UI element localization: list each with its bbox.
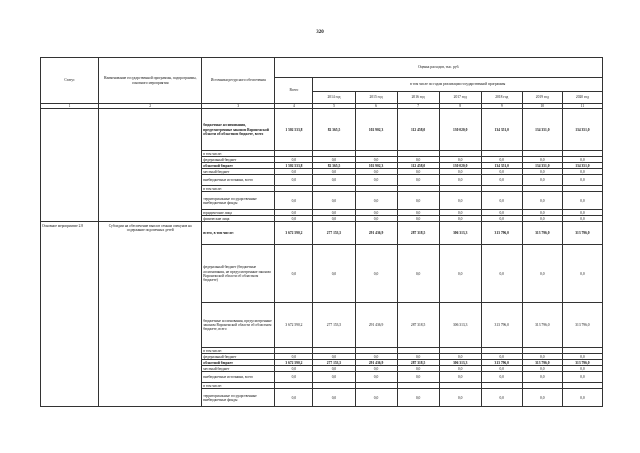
year-value: 0,0	[397, 389, 439, 407]
total-value: 0,0	[275, 210, 313, 216]
year-value: 313 796,0	[562, 303, 602, 348]
year-value: 0,0	[439, 366, 481, 372]
total-value: 0,0	[275, 366, 313, 372]
year-value: 112 458,0	[397, 163, 439, 169]
year-value: 0,0	[355, 389, 397, 407]
year-value: 0,0	[397, 169, 439, 175]
year-value: 0,0	[355, 169, 397, 175]
header-year: 2018 год	[481, 92, 522, 104]
year-value: 102 902,3	[355, 109, 397, 151]
year-value: 130 020,0	[439, 163, 481, 169]
year-value: 0,0	[522, 389, 562, 407]
year-value: 0,0	[355, 216, 397, 222]
source-label: юридические лица	[202, 210, 275, 216]
source-label: местный бюджет	[202, 169, 275, 175]
year-value: 0,0	[481, 366, 522, 372]
header-year: 2014 год	[313, 92, 355, 104]
year-value: 82 365,5	[313, 163, 355, 169]
year-value: 0,0	[313, 169, 355, 175]
year-value: 0,0	[562, 169, 602, 175]
year-value: 0,0	[562, 354, 602, 360]
total-value: 0,0	[275, 169, 313, 175]
source-label: федеральный бюджет (бюджетные ассигнования, не предусмотренные законом Воронежской области об областном бюджете)	[202, 245, 275, 303]
year-value: 0,0	[481, 372, 522, 383]
year-value: 313 796,0	[481, 222, 522, 245]
total-value: 0,0	[275, 175, 313, 186]
year-value: 134 351,0	[522, 163, 562, 169]
column-number: 10	[522, 104, 562, 109]
column-number: 8	[439, 104, 481, 109]
total-value: 1 502 533,8	[275, 109, 313, 151]
year-value: 0,0	[481, 169, 522, 175]
year-value: 0,0	[562, 216, 602, 222]
year-value: 0,0	[481, 157, 522, 163]
year-value: 0,0	[313, 372, 355, 383]
page-number: 320	[316, 30, 324, 35]
year-value: 0,0	[439, 354, 481, 360]
year-value: 313 796,0	[522, 222, 562, 245]
year-value: 277 153,5	[313, 303, 355, 348]
source-label: в том числе:	[202, 383, 275, 389]
header-year: 2017 год	[439, 92, 481, 104]
year-value: 313 796,0	[562, 222, 602, 245]
year-value: 0,0	[313, 216, 355, 222]
year-value: 313 796,0	[522, 360, 562, 366]
source-label: внебюджетные источники, всего	[202, 175, 275, 186]
year-value: 0,0	[397, 245, 439, 303]
header-row-1	[41, 58, 603, 78]
year-value: 0,0	[313, 157, 355, 163]
total-value: 0,0	[275, 192, 313, 210]
source-label: в том числе:	[202, 348, 275, 354]
year-value: 287 318,5	[397, 303, 439, 348]
year-value: 0,0	[355, 372, 397, 383]
year-value: 0,0	[397, 192, 439, 210]
source-label: областной бюджет	[202, 360, 275, 366]
table-row	[41, 109, 603, 151]
header-program-name: Наименование государственной программы, подпрограммы, основного мероприятия	[99, 58, 202, 104]
year-value: 112 458,0	[397, 109, 439, 151]
column-number: 9	[481, 104, 522, 109]
year-value: 0,0	[397, 216, 439, 222]
header-status: Статус	[41, 58, 99, 104]
column-number: 5	[313, 104, 355, 109]
year-value: 0,0	[562, 389, 602, 407]
year-value: 0,0	[481, 216, 522, 222]
header-year: 2019 год	[522, 92, 562, 104]
source-label: внебюджетные источники, всего	[202, 372, 275, 383]
year-value: 0,0	[355, 175, 397, 186]
year-value: 102 902,3	[355, 163, 397, 169]
year-value: 0,0	[355, 245, 397, 303]
year-value: 277 153,5	[313, 222, 355, 245]
source-label: бюджетные ассигнования, предусмотренные законом Воронежской области об областном бюджете, всего	[202, 303, 275, 348]
column-number: 1	[41, 104, 99, 109]
year-value: 313 796,0	[481, 360, 522, 366]
column-number: 3	[202, 104, 275, 109]
year-value: 0,0	[397, 175, 439, 186]
status-cell	[41, 109, 99, 222]
year-value: 130 020,0	[439, 109, 481, 151]
source-label: всего, в том числе:	[202, 222, 275, 245]
status-cell: Основное мероприятие 2.8	[41, 222, 99, 407]
year-value: 0,0	[355, 354, 397, 360]
year-value: 0,0	[522, 372, 562, 383]
header-total: Всего	[275, 78, 313, 104]
year-value: 82 365,5	[313, 109, 355, 151]
program-name-cell: Субсидии на обеспечение выплат семьям опекунов на содержание подопечных детей	[99, 222, 202, 407]
year-value: 291 436,9	[355, 222, 397, 245]
year-value: 0,0	[481, 192, 522, 210]
year-value: 313 796,0	[522, 303, 562, 348]
column-number: 2	[99, 104, 202, 109]
year-value: 0,0	[397, 366, 439, 372]
year-value: 0,0	[522, 192, 562, 210]
source-label: федеральный бюджет	[202, 157, 275, 163]
year-value: 0,0	[439, 192, 481, 210]
total-value: 3 672 590,2	[275, 222, 313, 245]
year-value: 0,0	[562, 245, 602, 303]
year-value: 0,0	[313, 175, 355, 186]
year-value: 0,0	[562, 210, 602, 216]
year-value: 0,0	[522, 366, 562, 372]
year-value: 0,0	[481, 389, 522, 407]
budget-table	[40, 57, 603, 407]
year-value: 0,0	[313, 245, 355, 303]
year-value: 0,0	[313, 192, 355, 210]
column-number: 11	[562, 104, 602, 109]
year-value: 0,0	[313, 366, 355, 372]
year-value: 134 351,0	[522, 109, 562, 151]
year-value: 0,0	[397, 210, 439, 216]
year-value: 0,0	[439, 245, 481, 303]
year-value: 0,0	[355, 192, 397, 210]
year-value: 0,0	[562, 372, 602, 383]
year-value: 0,0	[481, 354, 522, 360]
year-value: 0,0	[522, 216, 562, 222]
year-value: 306 313,3	[439, 303, 481, 348]
source-label: территориальные государственные внебюджетные фонды	[202, 192, 275, 210]
header-year: 2015 год	[355, 92, 397, 104]
year-value: 0,0	[313, 210, 355, 216]
source-label: территориальные государственные внебюджетные фонды	[202, 389, 275, 407]
year-value: 306 313,3	[439, 360, 481, 366]
header-by-years: в том числе по годам реализации государственной программы	[313, 78, 603, 92]
year-value: 0,0	[439, 175, 481, 186]
year-value: 0,0	[355, 366, 397, 372]
year-value: 134 351,0	[481, 163, 522, 169]
year-value: 0,0	[522, 157, 562, 163]
year-value: 277 153,5	[313, 360, 355, 366]
year-value: 0,0	[355, 157, 397, 163]
year-value: 0,0	[562, 366, 602, 372]
year-value: 0,0	[439, 372, 481, 383]
total-value: 0,0	[275, 389, 313, 407]
year-value: 0,0	[397, 372, 439, 383]
year-value: 313 796,0	[562, 360, 602, 366]
year-value: 0,0	[313, 389, 355, 407]
header-year: 2020 год	[562, 92, 602, 104]
table-row	[41, 222, 603, 245]
year-value: 0,0	[522, 175, 562, 186]
source-label: бюджетные ассигнования, предусмотренные законом Воронежской области об областном бюджете, всего	[202, 109, 275, 151]
year-value: 0,0	[355, 210, 397, 216]
source-label: федеральный бюджет	[202, 354, 275, 360]
source-label: областной бюджет	[202, 163, 275, 169]
total-value: 0,0	[275, 372, 313, 383]
source-label: в том числе:	[202, 151, 275, 157]
year-value: 0,0	[562, 192, 602, 210]
year-value: 0,0	[439, 157, 481, 163]
total-value: 0,0	[275, 216, 313, 222]
source-label: местный бюджет	[202, 366, 275, 372]
total-value: 0,0	[275, 157, 313, 163]
year-value: 0,0	[522, 354, 562, 360]
source-label: в том числе:	[202, 186, 275, 192]
column-number: 4	[275, 104, 313, 109]
year-value: 0,0	[439, 216, 481, 222]
year-value: 287 318,5	[397, 222, 439, 245]
total-value: 0,0	[275, 354, 313, 360]
program-name-cell	[99, 109, 202, 222]
header-estimate: Оценка расходов, тыс. руб.	[275, 58, 603, 78]
total-value: 3 672 590,2	[275, 360, 313, 366]
total-value: 1 502 533,8	[275, 163, 313, 169]
year-value: 134 351,0	[562, 109, 602, 151]
year-value: 0,0	[562, 157, 602, 163]
year-value: 0,0	[397, 157, 439, 163]
year-value: 0,0	[481, 210, 522, 216]
year-value: 0,0	[522, 210, 562, 216]
year-value: 0,0	[562, 175, 602, 186]
total-value: 3 672 590,2	[275, 303, 313, 348]
year-value: 134 351,0	[562, 163, 602, 169]
year-value: 306 313,3	[439, 222, 481, 245]
year-value: 291 436,9	[355, 303, 397, 348]
header-year: 2016 год	[397, 92, 439, 104]
year-value: 0,0	[439, 169, 481, 175]
year-value: 0,0	[313, 354, 355, 360]
year-value: 134 351,0	[481, 109, 522, 151]
year-value: 313 796,0	[481, 303, 522, 348]
year-value: 0,0	[439, 210, 481, 216]
total-value: 0,0	[275, 245, 313, 303]
year-value: 287 318,5	[397, 360, 439, 366]
year-value: 0,0	[397, 354, 439, 360]
header-sources: Источники ресурсного обеспечения	[202, 58, 275, 104]
year-value: 0,0	[522, 245, 562, 303]
year-value: 0,0	[522, 169, 562, 175]
year-value: 0,0	[439, 389, 481, 407]
year-value: 291 436,9	[355, 360, 397, 366]
year-value: 0,0	[481, 175, 522, 186]
column-number: 6	[355, 104, 397, 109]
source-label: физические лица	[202, 216, 275, 222]
column-number: 7	[397, 104, 439, 109]
year-value: 0,0	[481, 245, 522, 303]
